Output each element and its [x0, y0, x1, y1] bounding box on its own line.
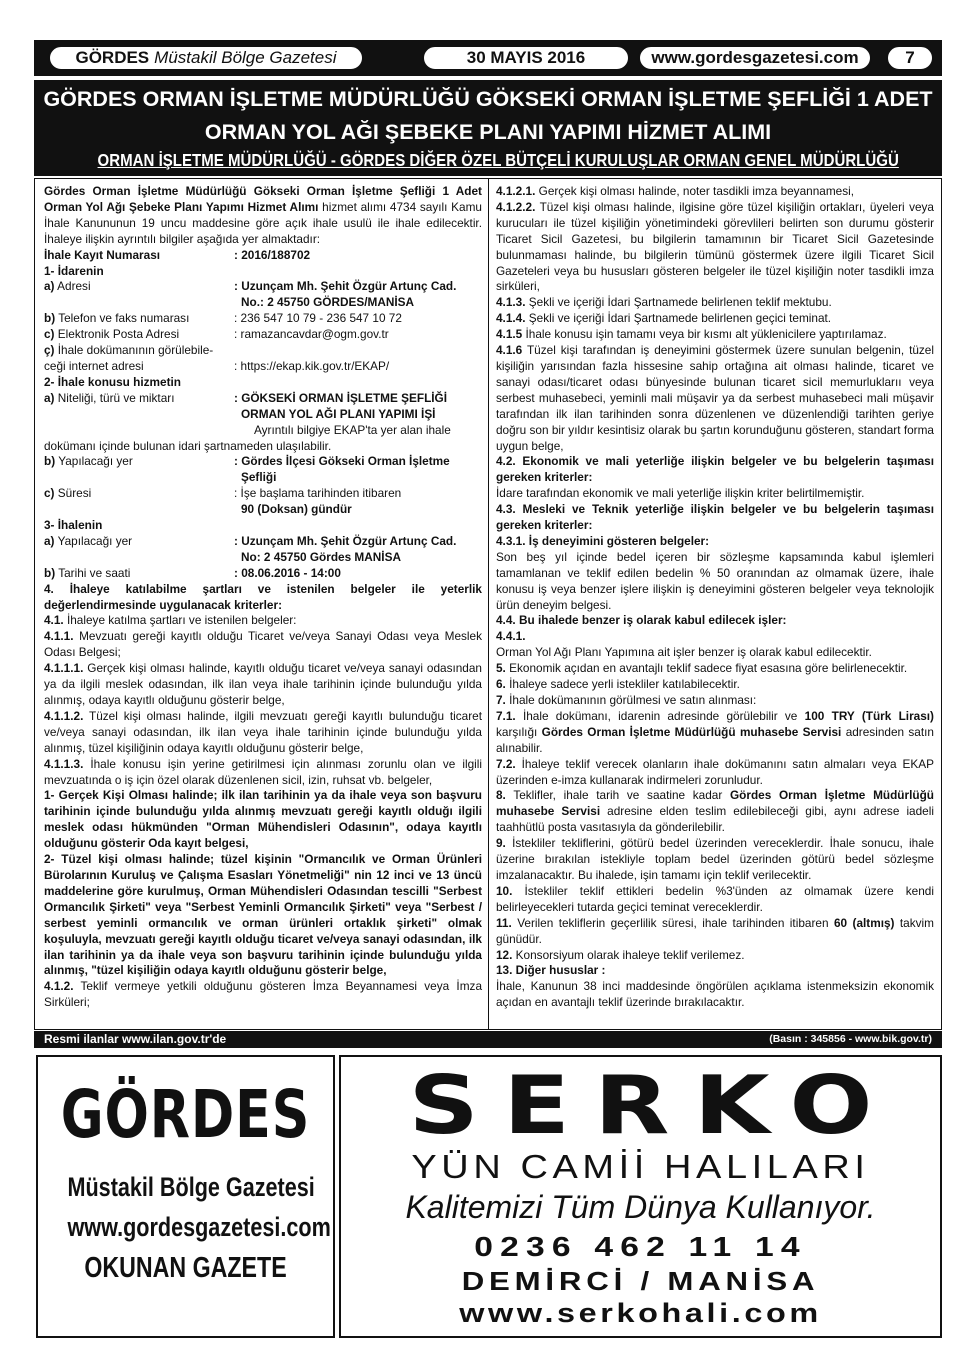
sure-row-2: 90 (Doksan) gündür — [241, 502, 352, 517]
para-4-3-1: Son beş yıl içinde bedel içeren bir sözleşme kapsamında kabul işlemleri tamamlanan ve teklif edilen bedelin % 50 oranından az olmamak üzere, ihale konusu iş veya benzer işlere ilişkin iş deneyimini gösteren belgeler veya teknolojik ürün deneyim belgesi. — [496, 549, 934, 612]
para-5: 5. Ekonomik açıdan en avantajlı teklif sadece fiyat esasına göre belirlenecektir. — [496, 661, 908, 676]
section-1-heading: 1- İdarenin — [44, 263, 104, 278]
gordes-ad — [36, 1055, 335, 1338]
section-4-3-heading: 4.3. Mesleki ve Teknik yeterliğe ilişkin belgeler ve bu belgelerin taşıması gereken kriterler: — [496, 502, 934, 533]
adres-row-2: No.: 2 45750 GÖRDES/MANİSA — [241, 295, 415, 310]
para-4-1-6: 4.1.6 Tüzel kişi tarafından iş deneyimini göstermek üzere sunulan belgenin, tüzel kişiliğin yarısından fazla hissesine sahip ortağına ait olması halinde, ticaret ve sanayi odası/ticaret odası bünyesinde bulunan ticaret sicil memurluklarıı veya serbest muhasebeci, yeminli mali müşavir ya da serbest muhasebeci mali müşavir tarafından ilk ilan tarihinden sonra düzenlenen ve düzenlendiği tarihten geriye doğru son bir yıldır kesintisiz olarak bu şartın korunduğunu gösteren, standart forma uygun belge, — [496, 343, 934, 453]
para-6: 6. İhaleye sadece yerli istekliler katılabilecektir. — [496, 677, 740, 692]
para-4-1-1-2: 4.1.1.2. Tüzel kişi olması halinde, ilgili mevzuatı gereği kayıtlı bulunduğu ticaret ve/veya sanayi odasından, ilk ilan veya ihale tarihinin içinde bulunduğu yılda alınmış, tüzel kişiliğinin odaya kayıtlı olduğunu gösterir belge, — [44, 708, 482, 755]
nitelik-row: a) Niteliği, türü ve miktarı : GÖKSEKİ ORMAN İŞLETME ŞEFLİĞİ — [44, 390, 448, 405]
serko-location: DEMİRCİ / MANİSA — [461, 1266, 820, 1296]
para-12: 12. Konsorsiyum olarak ihaleye teklif verilemez. — [496, 947, 745, 962]
para-8: 8. Teklifler, ihale tarih ve saatine kadar Gördes Orman İşletme Müdürlüğü muhasebe Servisi adresine elden teslim edilebileceği gibi, aynı adrese iadeli taahhütlü posta vasıtasıyla da gönderilebilir. — [496, 788, 934, 835]
gordes-ad-slogan: OKUNAN GAZETE — [84, 1252, 287, 1284]
serko-product: YÜN CAMİİ HALILARI — [411, 1148, 870, 1185]
serko-slogan: Kalitemizi Tüm Dünya Kullanıyor. — [405, 1189, 876, 1225]
section-4-4-heading: 4.4. Bu ihalede benzer iş olarak kabul edilecek işler: — [496, 613, 787, 628]
paper-name: GÖRDES — [75, 48, 150, 67]
dokuman-row-2: ceği internet adresi : https://ekap.kik.gov.tr/EKAP/ — [44, 358, 390, 373]
ihale-yer-row: a) Yapılacağı yer : Uzunçam Mh. Şehit Özgür Artunç Cad. — [44, 533, 457, 548]
para-4-1-4: 4.1.4. Şekli ve içeriği İdari Şartnamede belirlenen geçici teminat. — [496, 311, 832, 326]
gordes-ad-website: www.gordesgazetesi.com — [67, 1212, 331, 1242]
para-4-1-2-2: 4.1.2.2. Tüzel kişi olması halinde, ilgisine göre tüzel kişiliğin ortakları, üyeleri veya kurucuları ile tüzel kişiliğin yönetimindeki görevlileri belirten son durumu gösterir Ticaret Sicil Gazetesi, bu bilgilerin tamamının bir Ticaret Sicil Gazetesinde bulunmaması halinde, bu bilgilerin tümünü göstermek üzere ilgili Ticaret Sicil Gazeteleri veya bu hususları gösteren belgeler ile tüzel kişiliğin noter tasdikli imza sirküleri, — [496, 199, 934, 294]
right-column — [496, 184, 934, 1011]
adres-row: a) Adresi : Uzunçam Mh. Şehit Özgür Artunç Cad. — [44, 279, 457, 294]
para-4-1-2: 4.1.2. Teklif vermeye yetkili olduğunu gösteren İmza Beyannamesi veya İmza Sirküleri; — [44, 979, 482, 1010]
eposta-row: c) Elektronik Posta Adresi : ramazancavdar@ogm.gov.tr — [44, 327, 389, 342]
para-4-1-1-3: 4.1.1.3. İhale konusu işin yerine getirilmesi için alınması zorunlu olan ve ilgili mevzuatında o iş için özel olarak düzenlenen sicil, izin, ruhsat vb. belgeler, — [44, 756, 482, 787]
headline-line-2: ORMAN YOL AĞI ŞEBEKE PLANI YAPIMI HİZMET ALIMI — [204, 120, 772, 144]
announcement-body — [34, 178, 942, 1030]
footer-resmi-ilanlar: Resmi ilanlar www.ilan.gov.tr'de — [44, 1032, 227, 1046]
section-4-heading: 4. İhaleye katılabilme şartları ve istenilen belgeler ile yeterlik değerlendirmesinde uygulanacak kriterler: — [44, 581, 482, 612]
column-divider — [488, 179, 489, 1029]
para-4-4-1: Orman Yol Ağı Planı Yapımına ait işler benzer iş olarak kabul edilecektir. — [496, 645, 872, 660]
serko-brand: SERKO — [408, 1059, 897, 1152]
sure-row: c) Süresi : İşe başlama tarihinden itibaren — [44, 486, 402, 501]
para-4-1-1-1: 4.1.1.1. Gerçek kişi olması halinde, kayıtlı olduğu ticaret ve/veya sanayi odasından ya da ilgili meslek odasından, ilk ilan veya ihale tarihinin içinde bulunduğu yılda alınmış, odaya kayıtlı olduğunu gösterir belge, — [44, 661, 482, 707]
footer-bar — [34, 1031, 942, 1048]
para-gercek-kisi: 1- Gerçek Kişi Olması halinde; ilk ilan tarihinin ya da ihale veya son başvuru tarihinin içinde bulunduğu yılda alınmış mevzuatı gereği kayıtlı olduğı ilgili meslek odası hükmünden "Orman Mühendisleri Odasının", odaya kayıtlı olduğunu gösterir Oda kayıt belgesi, — [44, 788, 482, 851]
footer-basin: (Basın : 345856 - www.bik.gov.tr) — [769, 1033, 932, 1045]
section-4-2-heading: 4.2. Ekonomik ve mali yeterliğe ilişkin belgeler ve bu belgelerin taşıması gereken kriterler: — [496, 454, 934, 485]
section-13-heading: 13. Diğer hususlar : — [496, 963, 606, 978]
para-7-2: 7.2. İhaleye teklif verecek olanların ihale dokümanını satın almaları veya EKAP üzerinden e-imza kullanarak indirmeleri zorunludur. — [496, 756, 934, 787]
page-number-pill — [886, 45, 934, 71]
headline-line-1: GÖRDES ORMAN İŞLETME MÜDÜRLÜĞÜ GÖKSEKİ ORMAN İŞLETME ŞEFLİĞİ 1 ADET — [43, 87, 933, 111]
left-column — [44, 184, 482, 1011]
nitelik-row-4: dokümanı içinde bulunan idari şartnameden ulaşılabilir. — [44, 438, 332, 453]
nitelik-row-2: ORMAN YOL AĞI PLANI YAPIMI İŞİ — [241, 406, 436, 421]
dokuman-row: ç) İhale dokümanının görülebile- — [44, 343, 214, 358]
nitelik-row-3: Ayrıntılı bilgiye EKAP'ta yer alan ihale — [254, 422, 451, 437]
para-13: İhale, Kanunun 38 inci maddesinde öngörülen açıklama istenmeksizin ekonomik açıdan en avantajlı teklif üzerinde bırakılacaktır. — [496, 979, 934, 1010]
issue-date: 30 MAYIS 2016 — [466, 48, 586, 67]
headline-subtitle: ORMAN İŞLETME MÜDÜRLÜĞÜ - GÖRDES DİĞER ÖZEL BÜTÇELİ KURULUŞLAR ORMAN GENEL MÜDÜRLÜĞÜ — [97, 150, 899, 170]
para-4-1-1: 4.1.1. Mevzuatı gereği kayıtlı olduğu Ticaret ve/veya Sanayi Odası veya Meslek Odası Belgesi; — [44, 629, 482, 660]
tarih-row: b) Tarihi ve saati : 08.06.2016 - 14:00 — [44, 565, 341, 580]
serko-website: www.serkohali.com — [459, 1298, 822, 1328]
para-11: 11. Verilen tekliflerin geçerlilik süresi, ihale tarihinden itibaren 60 (altmış) takvim günüdür. — [496, 915, 934, 946]
date-pill — [422, 45, 630, 71]
yer-row: b) Yapılacağı yer : Gördes İlçesi Gökseki Orman İşletme — [44, 454, 450, 469]
website-pill — [638, 45, 872, 71]
ihale-kayit-row: İhale Kayıt Numarası : 2016/188702 — [44, 247, 311, 262]
ihale-yer-row-2: No: 2 45750 Gördes MANİSA — [241, 549, 401, 564]
section-4-3-1-heading: 4.3.1. İş deneyimini gösteren belgeler: — [496, 533, 710, 548]
telefon-row: b) Telefon ve faks numarası : 236 547 10 79 - 236 547 10 72 — [44, 311, 402, 326]
para-7: 7. İhale dokümanının görülmesi ve satın alınması: — [496, 693, 757, 707]
headline-block — [34, 80, 942, 176]
para-10: 10. İstekliler teklif ettikleri bedelin %3'ünden az olmamak üzere kendi belirleyecekleri tutarda geçici teminat vereceklerdir. — [496, 883, 934, 914]
para-7-1: 7.1. İhale dokümanı, idarenin adresinde görülebilir ve 100 TRY (Türk Lirası) karşılığı Gördes Orman İşletme Müdürlüğü muhasebe Servisi adresinden satın alınabilir. — [496, 708, 934, 755]
serko-ad — [339, 1055, 942, 1338]
intro-paragraph: Gördes Orman İşletme Müdürlüğü Gökseki Orman İşletme Şefliği 1 Adet Orman Yol Ağı Şebeke Planı Yapımı Hizmet Alımı hizmet alımı 4734 sayılı Kamu İhale Kanununun 19 uncu maddesine göre açık ihale usulü ile ihale edilecektir. İhaleye ilişkin ayrıntılı bilgiler aşağıda yer almaktadır: — [44, 184, 482, 246]
gordes-ad-logo: GÖRDES — [60, 1076, 311, 1153]
para-4-1-5: 4.1.5 İhale konusu işin tamamı veya bir kısmı alt yüklenicilere yaptırılamaz. — [496, 327, 887, 342]
para-4-2: İdare tarafından ekonomik ve mali yeterliğe ilişkin kriter belirtilmemiştir. — [496, 486, 865, 501]
section-3-heading: 3- İhalenin — [44, 518, 103, 533]
paper-name-pill — [48, 45, 364, 71]
para-4-1-3: 4.1.3. Şekli ve içeriği İdari Şartnamede belirlenen teklif mektubu. — [496, 295, 832, 310]
para-4-1-2-1: 4.1.2.1. Gerçek kişi olması halinde, noter tasdikli imza beyannamesi, — [496, 184, 855, 198]
para-9: 9. İstekliler tekliflerini, götürü bedel üzerinden vereceklerdir. İhale sonucu, ihale üzerine bırakılan istekliyle toplam bedel üzerinden götürü bedel sözleşme imzalanacaktır. Bu ihalede, işin tamamı için teklif verilecektir. — [496, 836, 934, 882]
yer-row-2: Şefliği — [241, 470, 277, 485]
para-tuzel-kisi: 2- Tüzel kişi olması halinde; tüzel kişinin "Ormancılık ve Orman Ürünleri Bürolarının Kuruluş ve Çalışma Esasları Yönetmeliği" nin 12 inci ve 13 üncü maddelerine göre kurulmuş, Orman Mühendisleri Odasından tescilli "Serbest Ormancılık Şirketi" veya "Serbest Yeminli Ormancılık Şirketi" veya "Serbest / serbest yeminli ormancılık ve orman ürünleri ortaklık şirketi" olmak koşuluyla, mevzuatı gereği kayıtlı olduğu ticaret ve/veya sanayi odasından, ilk ilan tarihinin ya da ihale veya son başvuru tarihinin içinde bulunduğu yılda alınmış, "tüzel kişiliğin odaya kayıtlı olduğunu gösterir belge, — [44, 852, 482, 978]
gordes-ad-tagline: Müstakil Bölge Gazetesi — [67, 1172, 315, 1202]
page-number: 7 — [905, 48, 915, 67]
para-4-1: 4.1. İhaleye katılma şartları ve istenilen belgeler: — [44, 613, 297, 628]
serko-phone: 0236 462 11 14 — [474, 1231, 807, 1262]
section-4-4-1-heading: 4.4.1. — [496, 629, 526, 644]
paper-tagline: Müstakil Bölge Gazetesi — [154, 48, 337, 67]
website: www.gordesgazetesi.com — [651, 48, 859, 67]
section-2-heading: 2- İhale konusu hizmetin — [44, 374, 181, 389]
